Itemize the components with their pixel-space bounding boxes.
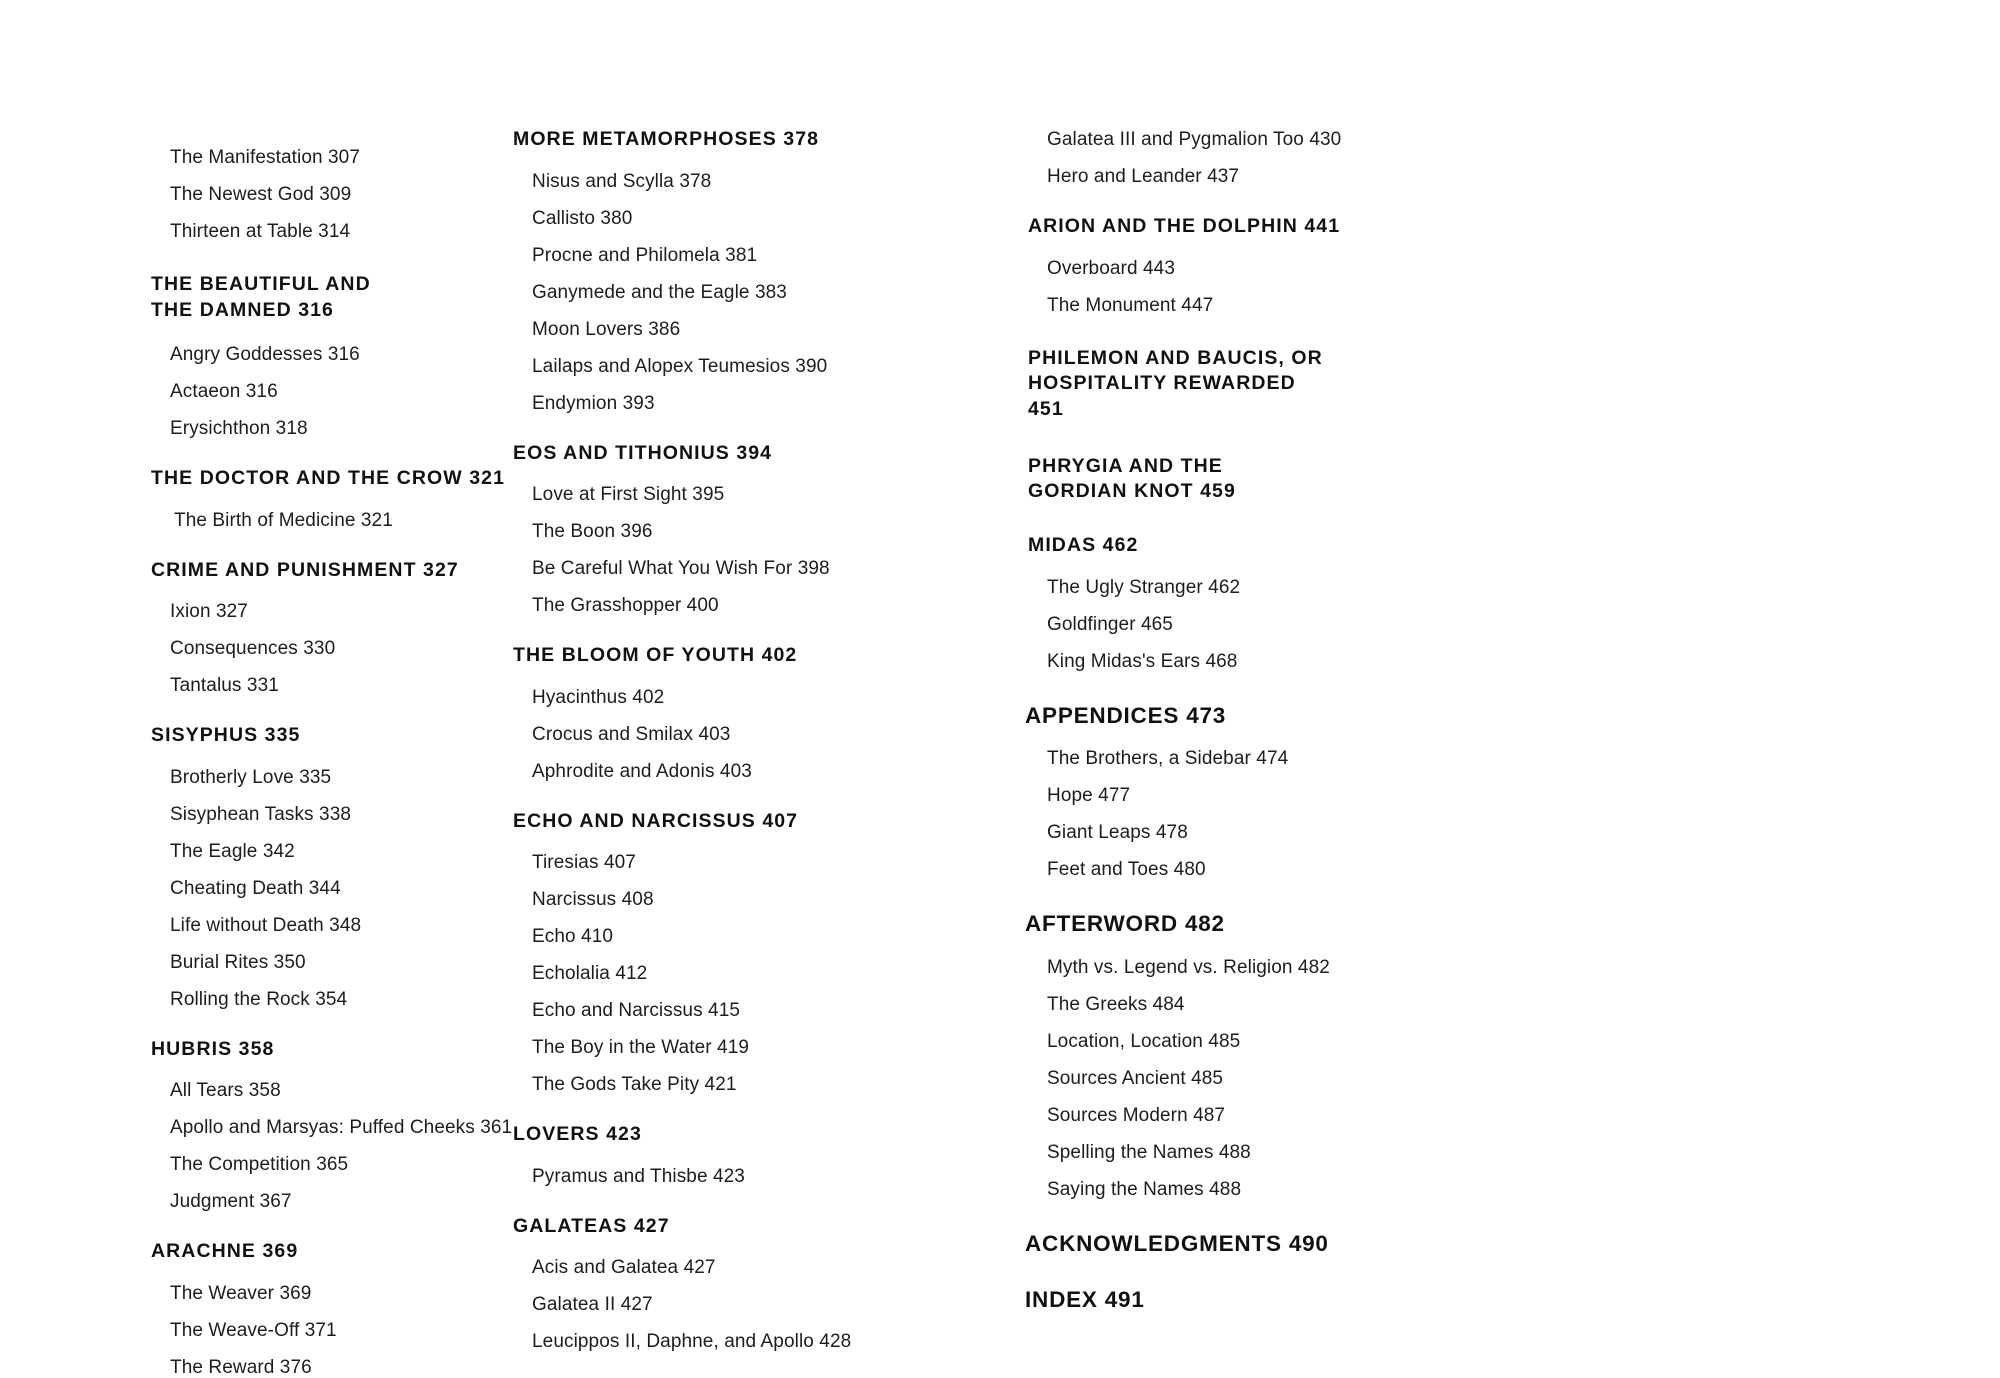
toc-entry[interactable]: Hope 477 [1047, 785, 1131, 807]
toc-entry[interactable]: The Manifestation 307 [170, 147, 361, 168]
toc-section-heading[interactable]: GALATEAS 427 [513, 1214, 670, 1237]
toc-entry[interactable]: Echolalia 412 [532, 963, 648, 984]
toc-section-heading[interactable]: EOS AND TITHONIUS 394 [513, 441, 773, 464]
toc-column-3 [1025, 130, 1445, 1312]
toc-section-heading[interactable]: THE BLOOM OF YOUTH 402 [513, 644, 798, 666]
toc-section-heading[interactable]: THE BEAUTIFUL AND THE DAMNED 316 [151, 273, 371, 321]
toc-entry[interactable]: Procne and Philomela 381 [532, 244, 758, 266]
toc-entry[interactable]: Spelling the Names 488 [1047, 1141, 1251, 1163]
toc-column-1 [148, 130, 513, 1378]
toc-column-2 [510, 130, 1000, 1351]
toc-entry[interactable]: Brotherly Love 335 [170, 766, 332, 788]
toc-entry[interactable]: Tiresias 407 [532, 852, 636, 873]
toc-entry[interactable]: Nisus and Scylla 378 [532, 170, 712, 192]
toc-entry[interactable]: Saying the Names 488 [1047, 1178, 1242, 1200]
toc-section-heading[interactable]: PHILEMON AND BAUCIS, OR HOSPITALITY REWARDED 451 [1028, 346, 1323, 420]
toc-entry[interactable]: Sources Ancient 485 [1047, 1067, 1224, 1089]
toc-entry[interactable]: Hyacinthus 402 [532, 686, 665, 708]
toc-entry[interactable]: All Tears 358 [170, 1080, 281, 1102]
toc-entry[interactable]: Judgment 367 [170, 1191, 292, 1213]
toc-entry[interactable]: The Boon 396 [532, 521, 653, 542]
toc-entry[interactable]: Ixion 327 [170, 601, 248, 623]
toc-entry[interactable]: Acis and Galatea 427 [532, 1257, 716, 1278]
toc-section-heading[interactable]: THE DOCTOR AND THE CROW 321 [151, 467, 505, 490]
toc-section-heading[interactable]: ECHO AND NARCISSUS 407 [513, 809, 799, 832]
toc-entry[interactable]: Myth vs. Legend vs. Religion 482 [1047, 956, 1330, 978]
toc-entry[interactable]: Cheating Death 344 [170, 877, 341, 899]
toc-entry[interactable]: Sisyphean Tasks 338 [170, 803, 352, 825]
toc-entry[interactable]: Giant Leaps 478 [1047, 822, 1188, 844]
toc-entry[interactable]: The Birth of Medicine 321 [174, 509, 393, 531]
toc-entry[interactable]: Pyramus and Thisbe 423 [532, 1165, 745, 1187]
toc-entry[interactable]: Erysichthon 318 [170, 418, 308, 440]
toc-entry[interactable]: Angry Goddesses 316 [170, 344, 360, 366]
toc-entry[interactable]: Lailaps and Alopex Teumesios 390 [532, 355, 828, 377]
toc-entry[interactable]: Burial Rites 350 [170, 951, 306, 973]
toc-entry[interactable]: Hero and Leander 437 [1047, 166, 1240, 187]
toc-entry[interactable]: Endymion 393 [532, 392, 655, 414]
toc-entry[interactable]: Galatea III and Pygmalion Too 430 [1047, 129, 1342, 150]
toc-entry[interactable]: Sources Modern 487 [1047, 1104, 1226, 1126]
toc-entry[interactable]: Tantalus 331 [170, 675, 279, 697]
toc-entry[interactable]: Rolling the Rock 354 [170, 988, 348, 1010]
toc-entry[interactable]: Thirteen at Table 314 [170, 221, 351, 242]
toc-section-heading[interactable]: LOVERS 423 [513, 1123, 642, 1145]
toc-section-heading[interactable]: ARION AND THE DOLPHIN 441 [1028, 215, 1341, 237]
toc-entry[interactable]: Narcissus 408 [532, 889, 654, 910]
toc-section-heading[interactable]: HUBRIS 358 [151, 1037, 275, 1060]
toc-part-heading[interactable]: INDEX 491 [1025, 1287, 1145, 1313]
toc-entry[interactable]: Echo and Narcissus 415 [532, 1000, 741, 1021]
toc-entry[interactable]: The Boy in the Water 419 [532, 1037, 750, 1058]
toc-entry[interactable]: Callisto 380 [532, 207, 633, 229]
toc-entry[interactable]: The Ugly Stranger 462 [1047, 576, 1241, 598]
toc-columns [0, 130, 2000, 1377]
toc-entry[interactable]: Goldfinger 465 [1047, 613, 1173, 635]
toc-entry[interactable]: The Gods Take Pity 421 [532, 1074, 737, 1095]
toc-entry[interactable]: Moon Lovers 386 [532, 318, 681, 340]
toc-section-heading[interactable]: CRIME AND PUNISHMENT 327 [151, 558, 459, 581]
toc-entry[interactable]: The Brothers, a Sidebar 474 [1047, 748, 1289, 770]
toc-entry[interactable]: The Weaver 369 [170, 1282, 312, 1304]
toc-section-heading[interactable]: MORE METAMORPHOSES 378 [513, 128, 820, 150]
toc-entry[interactable]: Love at First Sight 395 [532, 484, 725, 505]
toc-entry[interactable]: Be Careful What You Wish For 398 [532, 558, 830, 579]
toc-section-heading[interactable]: ARACHNE 369 [151, 1240, 299, 1263]
toc-entry[interactable]: The Newest God 309 [170, 184, 352, 205]
toc-entry[interactable]: Location, Location 485 [1047, 1030, 1241, 1052]
toc-entry[interactable]: Leucippos II, Daphne, and Apollo 428 [532, 1331, 852, 1352]
toc-entry[interactable]: Echo 410 [532, 926, 614, 947]
toc-entry[interactable]: Aphrodite and Adonis 403 [532, 760, 752, 782]
toc-entry[interactable]: Crocus and Smilax 403 [532, 723, 731, 745]
toc-section-heading[interactable]: PHRYGIA AND THE GORDIAN KNOT 459 [1028, 454, 1236, 503]
toc-entry[interactable]: Apollo and Marsyas: Puffed Cheeks 361 [170, 1117, 513, 1139]
toc-entry[interactable]: Consequences 330 [170, 638, 336, 660]
toc-entry[interactable]: Galatea II 427 [532, 1294, 653, 1315]
toc-entry[interactable]: Life without Death 348 [170, 914, 362, 936]
toc-entry[interactable]: King Midas's Ears 468 [1047, 650, 1238, 672]
toc-entry[interactable]: The Grasshopper 400 [532, 595, 719, 616]
toc-entry[interactable]: The Weave-Off 371 [170, 1319, 337, 1341]
toc-entry[interactable]: The Reward 376 [170, 1356, 312, 1378]
toc-entry[interactable]: The Eagle 342 [170, 840, 295, 862]
toc-entry[interactable]: The Greeks 484 [1047, 993, 1185, 1015]
toc-entry[interactable]: Ganymede and the Eagle 383 [532, 281, 787, 303]
toc-section-heading[interactable]: MIDAS 462 [1028, 534, 1139, 557]
toc-part-heading[interactable]: APPENDICES 473 [1025, 702, 1227, 728]
toc-entry[interactable]: Feet and Toes 480 [1047, 859, 1206, 881]
toc-entry[interactable]: The Monument 447 [1047, 294, 1214, 316]
toc-entry[interactable]: Overboard 443 [1047, 257, 1175, 279]
toc-part-heading[interactable]: AFTERWORD 482 [1025, 911, 1225, 937]
toc-entry[interactable]: The Competition 365 [170, 1154, 349, 1176]
toc-entry[interactable]: Actaeon 316 [170, 381, 278, 403]
toc-section-heading[interactable]: SISYPHUS 335 [151, 724, 301, 747]
toc-part-heading[interactable]: ACKNOWLEDGMENTS 490 [1025, 1230, 1329, 1256]
